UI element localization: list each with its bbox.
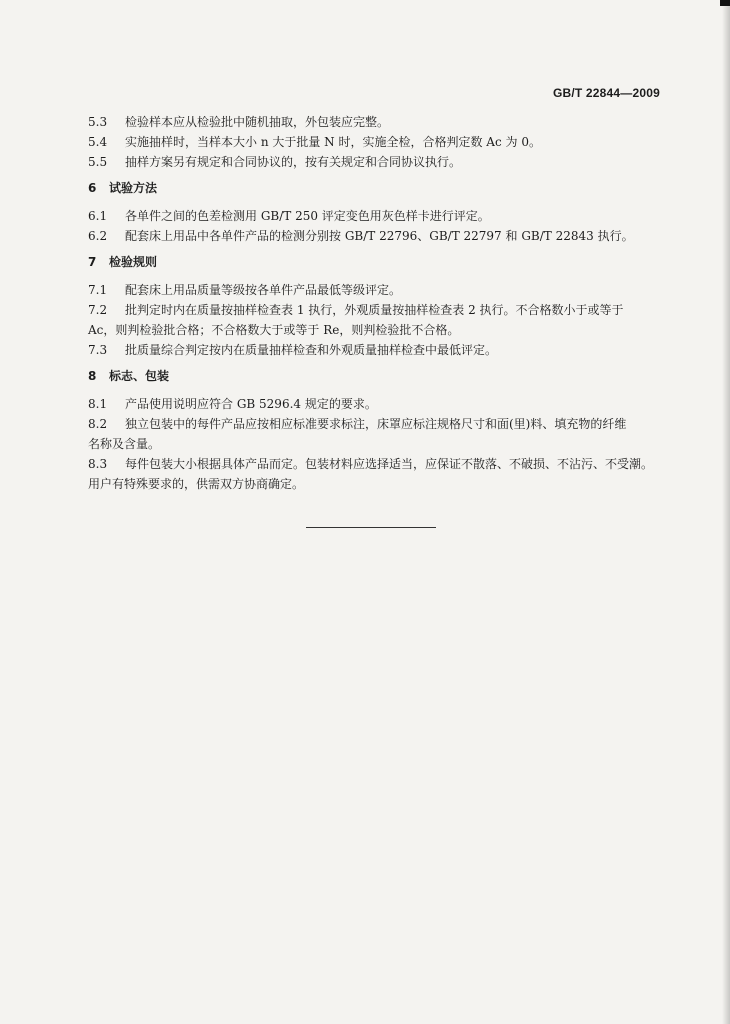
clause-text: 配套床上用品质量等级按各单件产品最低等级评定。 (125, 283, 402, 297)
section-number: 7 (88, 255, 97, 269)
clause-number: 5.5 (88, 155, 108, 169)
clause-8-1 (88, 394, 660, 414)
clause-number: 7.1 (88, 283, 108, 297)
clause-number: 8.1 (88, 397, 108, 411)
section-6-heading (88, 178, 660, 198)
clause-text: Ac，则判检验批合格；不合格数大于或等于 Re，则判检验批不合格。 (88, 323, 460, 337)
section-number: 6 (88, 181, 97, 195)
clause-number: 5.4 (88, 135, 108, 149)
clause-text: 产品使用说明应符合 GB 5296.4 规定的要求。 (125, 397, 377, 411)
clause-5-3 (88, 112, 660, 132)
section-number: 8 (88, 369, 97, 383)
end-of-document-rule (306, 527, 436, 528)
clause-text: 批质量综合判定按内在质量抽样检查和外观质量抽样检查中最低评定。 (125, 343, 498, 357)
clause-7-3 (88, 340, 660, 360)
clause-7-1 (88, 280, 660, 300)
clause-8-2 (88, 414, 660, 434)
clause-number: 7.3 (88, 343, 108, 357)
section-8-heading (88, 366, 660, 386)
section-title: 试验方法 (109, 181, 158, 195)
page-edge-shadow (722, 0, 730, 1024)
section-title: 检验规则 (109, 255, 158, 269)
clause-text: 用户有特殊要求的，供需双方协商确定。 (88, 477, 305, 491)
clause-number: 6.1 (88, 209, 108, 223)
clause-8-2-continued (88, 434, 660, 454)
document-body (88, 112, 660, 494)
clause-6-1 (88, 206, 660, 226)
clause-number: 5.3 (88, 115, 108, 129)
clause-text: 配套床上用品中各单件产品的检测分别按 GB/T 22796、GB/T 22797 和 GB/T 22843 执行。 (125, 229, 634, 243)
clause-7-2-continued (88, 320, 660, 340)
clause-text: 名称及含量。 (88, 437, 161, 451)
section-title: 标志、包装 (109, 369, 170, 383)
clause-text: 每件包装大小根据具体产品而定。包装材料应选择适当，应保证不散落、不破损、不沾污、不受潮。 (125, 457, 654, 471)
section-7-heading (88, 252, 660, 272)
page-corner-mark (720, 0, 730, 6)
clause-text: 检验样本应从检验批中随机抽取，外包装应完整。 (125, 115, 390, 129)
clause-8-3-continued (88, 474, 660, 494)
standard-code: GB/T 22844—2009 (552, 86, 660, 100)
clause-6-2 (88, 226, 660, 246)
clause-text: 独立包装中的每件产品应按相应标准要求标注，床罩应标注规格尺寸和面(里)料、填充物的纤维 (125, 417, 627, 431)
clause-text: 批判定时内在质量按抽样检查表 1 执行，外观质量按抽样检查表 2 执行。不合格数小于或等于 (125, 303, 624, 317)
clause-number: 8.2 (88, 417, 108, 431)
clause-number: 8.3 (88, 457, 108, 471)
clause-text: 抽样方案另有规定和合同协议的，按有关规定和合同协议执行。 (125, 155, 462, 169)
clause-5-4 (88, 132, 660, 152)
clause-number: 7.2 (88, 303, 108, 317)
clause-8-3 (88, 454, 660, 474)
clause-text: 各单件之间的色差检测用 GB/T 250 评定变色用灰色样卡进行评定。 (125, 209, 490, 223)
clause-7-2 (88, 300, 660, 320)
clause-number: 6.2 (88, 229, 108, 243)
clause-text: 实施抽样时，当样本大小 n 大于批量 N 时，实施全检，合格判定数 Ac 为 0。 (125, 135, 541, 149)
clause-5-5 (88, 152, 660, 172)
